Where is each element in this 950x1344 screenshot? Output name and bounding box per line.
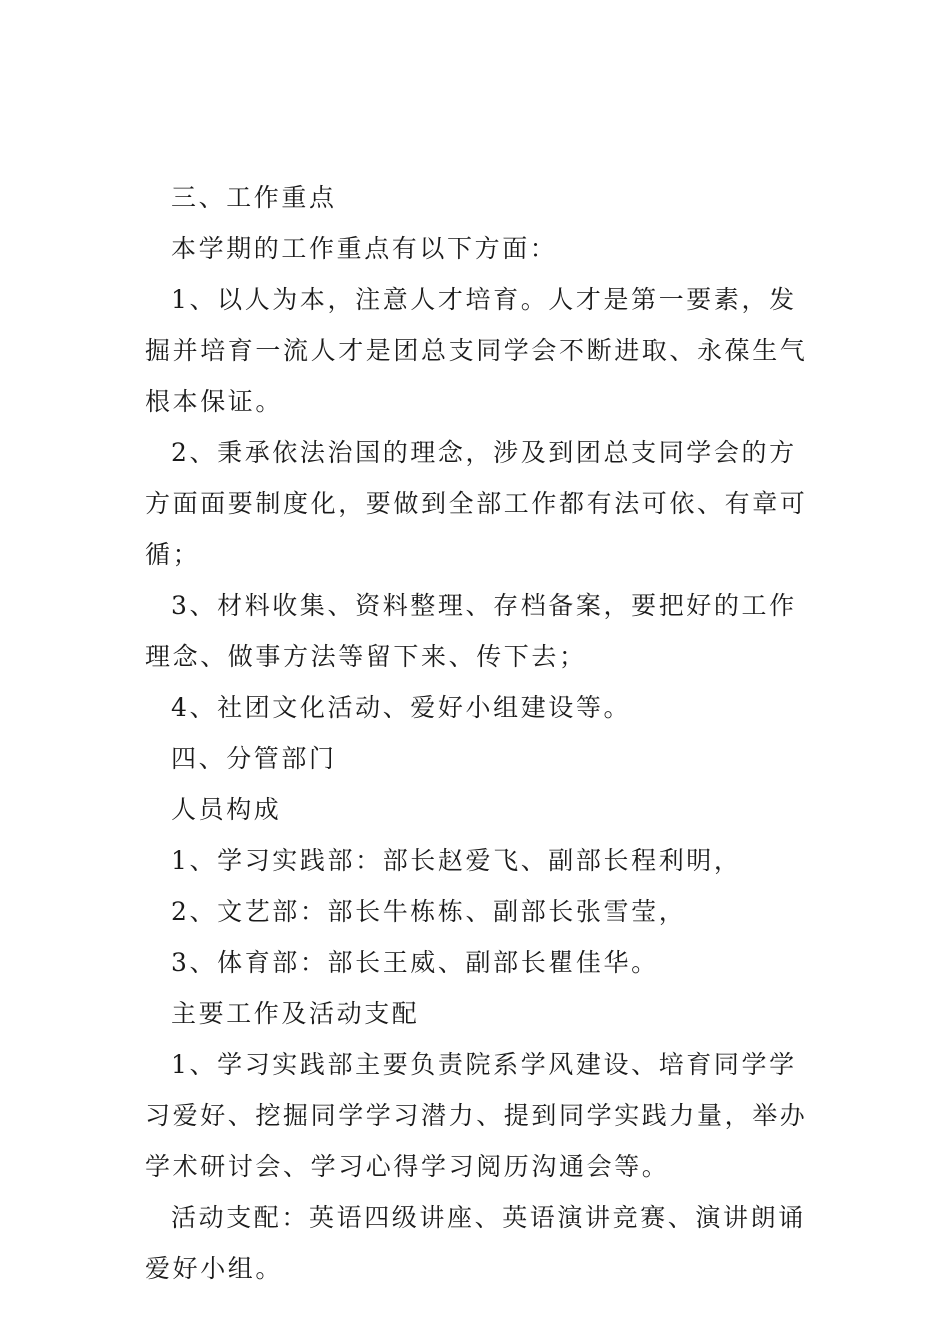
paragraph-dept-arts: 2、文艺部：部长牛栋栋、副部长张雪莹，: [171, 897, 687, 926]
paragraph-item-2: 2、秉承依法治国的理念，涉及到团总支同学会的方方面面要制度化，要做到全部工作都有法可依、有章可循；: [145, 438, 808, 569]
section-heading-work-focus: 三、工作重点: [171, 183, 337, 212]
paragraph-intro: 本学期的工作重点有以下方面：: [171, 234, 558, 263]
subheading-activities: 主要工作及活动支配: [171, 999, 420, 1028]
paragraph-dept-sports: 3、体育部：部长王威、副部长瞿佳华。: [171, 948, 659, 977]
paragraph-study-duties: 1、学习实践部主要负责院系学风建设、培育同学学习爱好、挖掘同学学习潜力、提到同学实践力量，举办学术研讨会、学习心得学习阅历沟通会等。: [145, 1050, 808, 1181]
section-heading-departments: 四、分管部门: [171, 744, 337, 773]
document-page: [145, 172, 810, 1294]
paragraph-item-1: 1、以人为本，注意人才培育。人才是第一要素，发掘并培育一流人才是团总支同学会不断进取、永葆生气根本保证。: [145, 285, 808, 416]
paragraph-dept-study: 1、学习实践部：部长赵爱飞、副部长程利明，: [171, 846, 742, 875]
paragraph-item-3: 3、材料收集、资料整理、存档备案，要把好的工作理念、做事方法等留下来、传下去；: [145, 591, 797, 671]
paragraph-item-4: 4、社团文化活动、爱好小组建设等。: [171, 693, 632, 722]
paragraph-activity-plan: 活动支配：英语四级讲座、英语演讲竞赛、演讲朗诵爱好小组。: [145, 1203, 806, 1283]
subheading-personnel: 人员构成: [171, 795, 282, 824]
